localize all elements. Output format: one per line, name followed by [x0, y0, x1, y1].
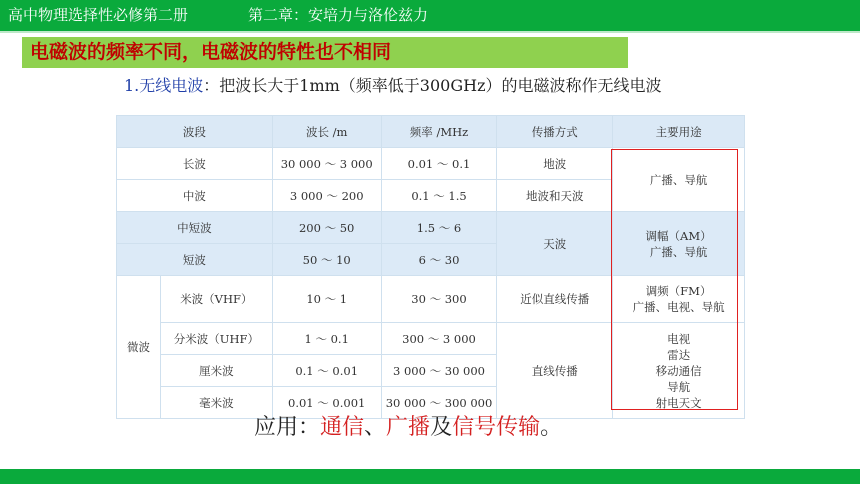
header-band: 波段 [117, 116, 273, 148]
wavelength-cell: 10 ～ 1 [272, 276, 381, 323]
use-line: 射电天文 [655, 395, 702, 410]
frequency-cell: 30 ～ 300 [381, 276, 497, 323]
use-cell: 广播、导航 [613, 148, 745, 212]
use-line: 调幅（AM） [645, 228, 712, 243]
use-line: 广播、导航 [649, 244, 708, 259]
wavelength-cell: 200 ～ 50 [272, 212, 381, 244]
application-word: 通信 [320, 415, 365, 440]
frequency-cell: 30 000 ～ 300 000 [381, 387, 497, 419]
table-header-row [117, 116, 745, 148]
use-line: 雷达 [667, 347, 691, 362]
wavelength-cell: 0.01 ～ 0.001 [272, 387, 381, 419]
propagation-cell: 天波 [497, 212, 613, 276]
footer-bar [0, 469, 860, 484]
use-line: 导航 [667, 379, 691, 394]
band-cell: 短波 [117, 244, 273, 276]
use-line: 电视 [667, 331, 691, 346]
header-propagation: 传播方式 [497, 116, 613, 148]
application-end: 。 [540, 415, 563, 440]
band-cell: 米波（VHF） [160, 276, 272, 323]
application-word: 信号传输 [452, 415, 541, 440]
propagation-cell: 直线传播 [497, 323, 613, 419]
band-cell: 中波 [117, 180, 273, 212]
frequency-cell: 3 000 ～ 30 000 [381, 355, 497, 387]
section-banner: 电磁波的频率不同，电磁波的特性也不相同 [22, 37, 628, 68]
uses-highlight-box [611, 149, 738, 410]
header-use: 主要用途 [613, 116, 745, 148]
use-line: 移动通信 [655, 363, 702, 378]
definition-line [124, 73, 662, 96]
application-separator: 、 [364, 415, 387, 440]
definition-label: 1.无线电波 [124, 76, 204, 95]
use-line: 广播、电视、导航 [632, 300, 725, 314]
frequency-cell: 0.1 ～ 1.5 [381, 180, 497, 212]
wavelength-cell: 1 ～ 0.1 [272, 323, 381, 355]
band-cell: 长波 [117, 148, 273, 180]
wavelength-cell: 3 000 ～ 200 [272, 180, 381, 212]
header-divider [0, 31, 860, 33]
application-prefix: 应用： [254, 415, 321, 440]
band-cell: 毫米波 [160, 387, 272, 419]
wavelength-cell: 50 ～ 10 [272, 244, 381, 276]
propagation-cell: 地波 [497, 148, 613, 180]
frequency-cell: 1.5 ～ 6 [381, 212, 497, 244]
microwave-group-cell: 微波 [117, 276, 161, 419]
header-bar [0, 0, 860, 31]
propagation-cell: 地波和天波 [497, 180, 613, 212]
use-line: 调频（FM） [645, 284, 712, 298]
wavelength-cell: 30 000 ～ 3 000 [272, 148, 381, 180]
frequency-cell: 0.01 ～ 0.1 [381, 148, 497, 180]
application-word: 广播 [386, 415, 431, 440]
header-frequency: 频率 /MHz [381, 116, 497, 148]
definition-text: ：把波长大于1mm（频率低于300GHz）的电磁波称作无线电波 [203, 76, 662, 95]
header-wavelength: 波长 /m [272, 116, 381, 148]
propagation-cell: 近似直线传播 [497, 276, 613, 323]
chapter-title: 第二章：安培力与洛伦兹力 [248, 6, 429, 24]
wavelength-cell: 0.1 ～ 0.01 [272, 355, 381, 387]
book-title: 高中物理选择性必修第二册 [8, 6, 189, 24]
frequency-cell: 6 ～ 30 [381, 244, 497, 276]
band-cell: 分米波（UHF） [160, 323, 272, 355]
application-and: 及 [430, 415, 453, 440]
application-line [254, 410, 562, 441]
band-cell: 厘米波 [160, 355, 272, 387]
band-cell: 中短波 [117, 212, 273, 244]
frequency-cell: 300 ～ 3 000 [381, 323, 497, 355]
